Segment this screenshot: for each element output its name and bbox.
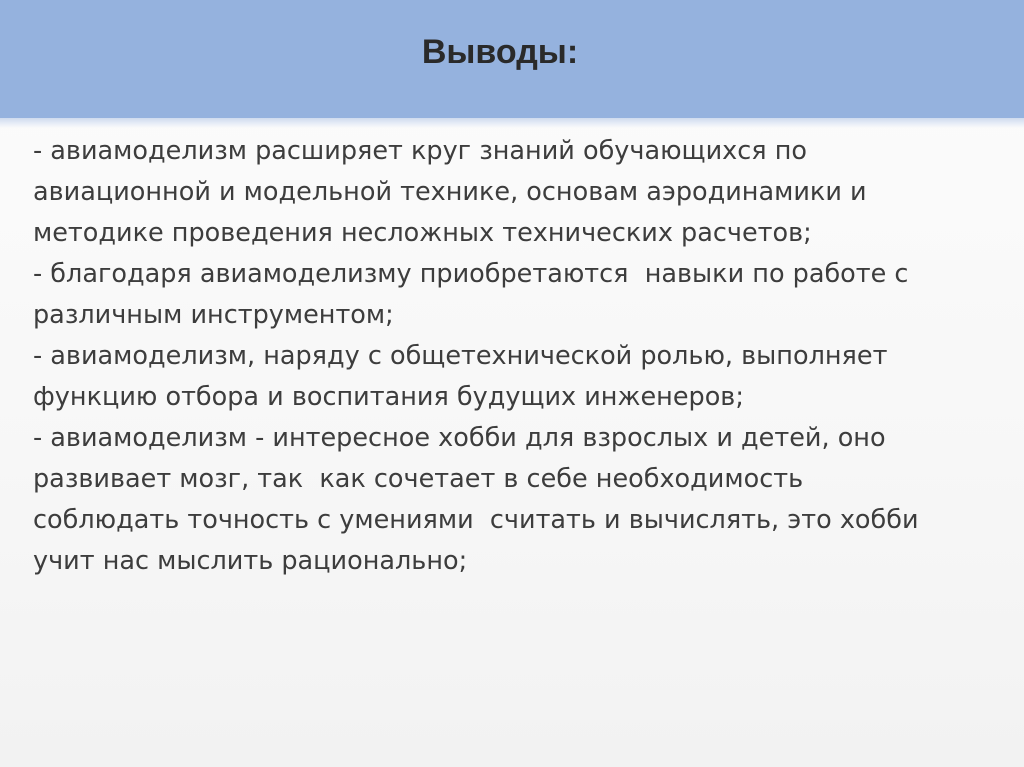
text-line: функцию отбора и воспитания будущих инженеров; xyxy=(33,382,744,412)
slide-title: Выводы: xyxy=(421,33,579,71)
text-line: - авиамоделизм расширяет круг знаний обучающихся по xyxy=(33,136,807,166)
text-line: - авиамоделизм, наряду с общетехнической ролью, выполняет xyxy=(33,341,888,371)
text-line: - благодаря авиамоделизму приобретаются навыки по работе с xyxy=(33,259,909,289)
text-line: развивает мозг, так как сочетает в себе необходимость xyxy=(33,464,804,494)
text-line: авиационной и модельной технике, основам аэродинамики и xyxy=(33,177,867,207)
conclusions-text xyxy=(33,131,993,582)
text-line: учит нас мыслить рационально; xyxy=(33,546,468,576)
text-line: - авиамоделизм - интересное хобби для взрослых и детей, оно xyxy=(33,423,886,453)
text-line: методике проведения несложных технических расчетов; xyxy=(33,218,812,248)
title-band-shadow xyxy=(0,118,1024,128)
title-band xyxy=(0,0,1024,118)
text-line: различным инструментом; xyxy=(33,300,394,330)
text-line: соблюдать точность с умениями считать и вычислять, это хобби xyxy=(33,505,919,535)
